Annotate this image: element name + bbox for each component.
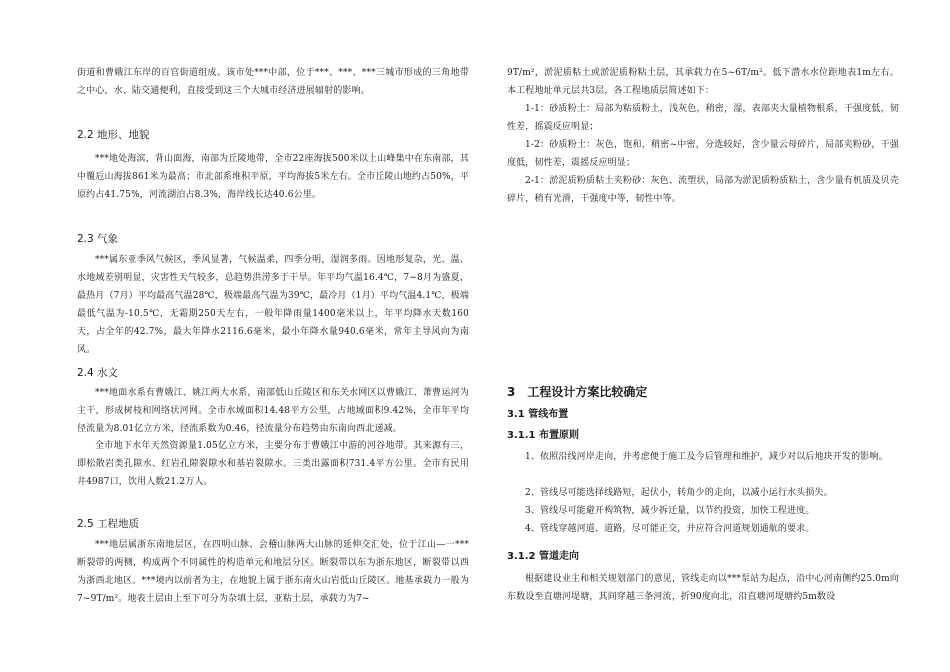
section-3-1-1-heading: 3.1.1 布置原则 bbox=[507, 430, 579, 441]
section-2-2-body: ***地处海滨，背山面海，南部为丘陵地带，全市22座海拔500米以上山峰集中在东南部，其中覆卮山海拔861米为最高；市北部系堆积平原，平均海拔5米左右。全市丘陵山地约占50%，平原约占41.75%，河流湖泊占8.3%，海岸线长达40.6公里。 bbox=[77, 154, 469, 200]
section-2-5-body: ***地层属浙东南地层区，在四明山脉、会稽山脉两大山脉的延伸交汇处，位于江山—一***断裂带的两侧，构成两个不同属性的构造单元和地层分区。断裂带以东为浙东地区，断裂带以西为浙西北地区。***境内以前者为主，在地貌上属于浙东南火山岩低山丘陵区。地基承载力一般为7~9T/m²。地表土层由上至下可分为杂填土层，亚粘土层，承载力为7~ bbox=[77, 540, 469, 604]
layer-1-1: 1-1：砂质粉土：局部为粘质粉土，浅灰色，稍密，湿，表部夹大量植物根系，干强度低，韧性差，摇震反应明显； bbox=[507, 104, 899, 132]
section-2-5-heading: 2.5 工程地质 bbox=[77, 518, 140, 530]
section-3-1-heading: 3.1 管线布置 bbox=[507, 409, 569, 420]
section-2-3-heading: 2.3 气象 bbox=[77, 233, 119, 245]
section-2-4-heading: 2.4 水文 bbox=[77, 367, 119, 379]
principle-1: 1、依照沿线河岸走向，并考虑便于施工及今后管理和维护，减少对以后地块开发的影响。 bbox=[525, 452, 888, 462]
section-2-2-heading: 2.2 地形、地貌 bbox=[77, 129, 150, 141]
section-2-3-body: ***属东亚季风气候区，季风显著，气候温柔，四季分明，湿润多雨。因地形复杂，光、温、水地域差别明显，灾害性天气较多，总趋势洪涝多于干旱。年平均气温16.4℃，7~8月为盛夏，最热月（7月）平均最高气温28℃，极端最高气温为39℃，最冷月（1月）平均气温4.1℃，极端最低气温为-10.5℃，无霜期250天左右，一般年降雨量1400毫米以上，年平均降水天数160天，占全年的42.7%，最大年降水2116.6毫米，最小年降水量940.6毫米，常年主导风向为南风。 bbox=[77, 255, 469, 355]
layer-1-2: 1-2：砂质粉土：灰色，饱和，稍密~中密，分选较好，含少量云母碎片，局部夹粉砂，干强度低，韧性差，震摇反应明显； bbox=[507, 140, 899, 168]
chapter-3-heading: 3 工程设计方案比较确定 bbox=[507, 385, 648, 399]
layer-2-1: 2-1：淤泥质粉质粘土夹粉砂：灰色、流塑状，局部为淤泥质粉质粘土，含少量有机质及贝壳碎片，稍有光滑，干强度中等，韧性中等。 bbox=[507, 176, 899, 204]
section-2-4-body-2: 全市地下水年天然资源量1.05亿立方米，主要分布于曹娥江中游的河谷地带。其来源有三，即松散岩类孔隙水、红岩孔隙裂隙水和基岩裂隙水。三类出露面积731.4平方公里。全市有民用井4987口，饮用人数21.2万人。 bbox=[77, 441, 469, 487]
geology-continuation: 9T/m²，淤泥质粘土或淤泥质粉粘土层，其承载力在5~6T/m²。低下潜水水位距地表1m左右。本工程地址单元层共3层，各工程地质层简述如下： bbox=[507, 68, 899, 96]
principle-4: 4、管线穿越河道、道路，尽可能正交，并应符合河道规划通航的要求。 bbox=[525, 524, 815, 534]
route-paragraph: 根据建设业主和相关规划部门的意见，管线走向以***泵站为起点，沿中心河南侧约25.0m向东数设至直塘河堤塘，其间穿越三条河流，折90度向北，沿直塘河堤塘约5m数设 bbox=[507, 574, 899, 602]
intro-paragraph: 街道和曹娥江东岸的百官街道组成。该市处***中部，位于***、***、***三城市形成的三角地带之中心，水、陆交通便利，直接受到这三个大城市经济进展辐射的影响。 bbox=[77, 68, 469, 96]
principle-2: 2、管线尽可能选择线路短，起伏小，转角少的走向，以减小运行水头损失。 bbox=[525, 488, 833, 498]
section-2-4-body-1: ***地面水系有曹娥江、姚江两大水系，南部低山丘陵区和东关水网区以曹娥江、萧曹运河为主干，形成树枝和网络状河网。全市水域面积14.48平方公里，占地域面积9.42%，全市年平均径流量为8.01亿立方米，径流系数为0.46，径流量分布趋势由东南向西北递减。 bbox=[77, 388, 469, 434]
section-3-1-2-heading: 3.1.2 管道走向 bbox=[507, 551, 579, 562]
principle-3: 3、管线尽可能避开构筑物，减少拆迁量，以节约投资，加快工程进度。 bbox=[525, 506, 815, 516]
